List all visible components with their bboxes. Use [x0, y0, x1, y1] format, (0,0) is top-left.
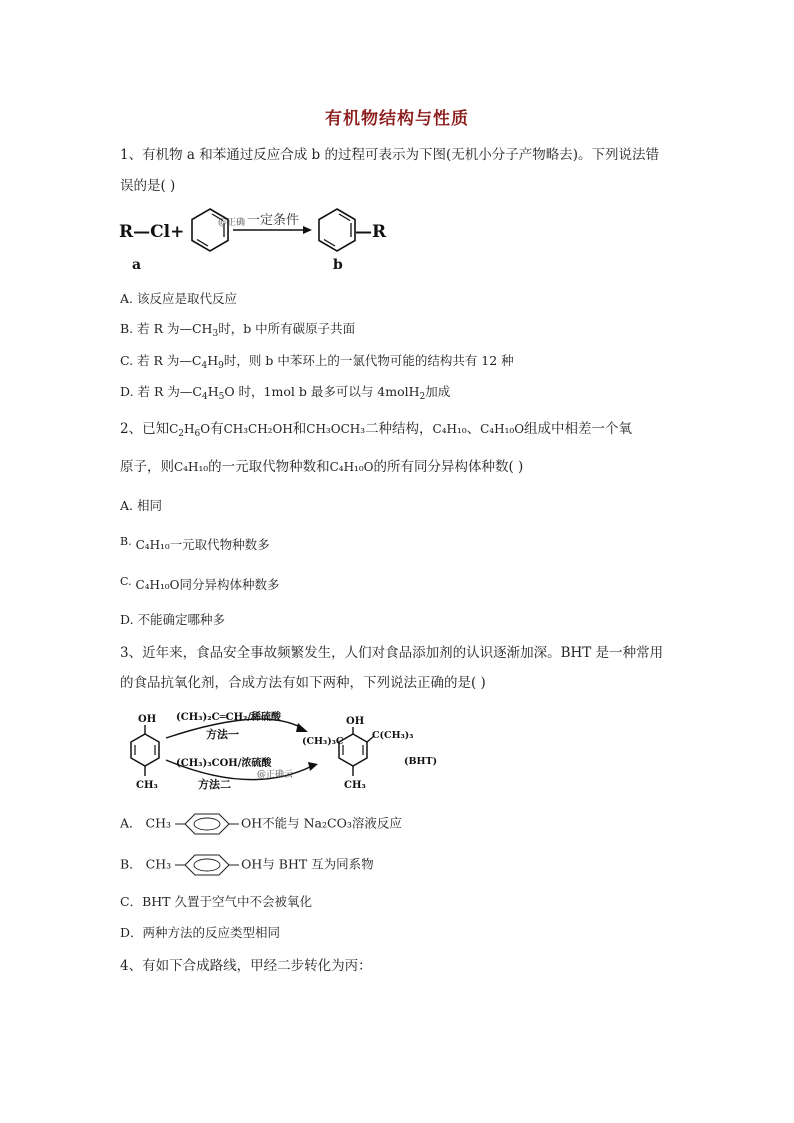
benzene-ring-icon: [192, 209, 228, 251]
formula-c2h6o: $C_2H_6O$: [169, 422, 211, 439]
q1-condition: 一定条件: [247, 213, 300, 228]
svg-text:C(CH₃)₃: C(CH₃)₃: [372, 730, 414, 741]
q3-option-c[interactable]: C．BHT 久置于空气中不会被氧化: [120, 894, 312, 909]
q2-option-c[interactable]: C. C₄H₁₀O同分异构体种数多: [120, 575, 280, 592]
svg-text:(BHT): (BHT): [404, 756, 438, 767]
q1-product-r: —R: [355, 222, 387, 242]
q1-reaction-figure: [115, 203, 415, 278]
svg-text:CH₃: CH₃: [344, 780, 366, 791]
svg-text:方法一: 方法一: [206, 728, 239, 741]
q1-reactant-label: R—Cl+: [119, 222, 185, 242]
q3-stem-line1: 3、近年来，食品安全事故频繁发生，人们对食品添加剂的认识逐渐加深。BHT 是一种常用: [120, 645, 664, 661]
q1-stem-line2: 误的是( ): [120, 178, 176, 194]
svg-text:(CH₃)₃COH/浓硫酸: (CH₃)₃COH/浓硫酸: [176, 758, 272, 769]
q3-option-d[interactable]: D．两种方法的反应类型相同: [120, 925, 281, 940]
q1-option-a[interactable]: A. 该反应是取代反应: [120, 291, 237, 306]
benzene-ring-icon: [339, 734, 367, 766]
arrow-head-icon: [296, 723, 308, 732]
q2-option-b[interactable]: B. C₄H₁₀一元取代物种数多: [120, 535, 270, 552]
q3-bht-synthesis-figure: [122, 704, 442, 800]
q2-option-d[interactable]: D. 不能确定哪种多: [120, 612, 226, 627]
svg-text:OH: OH: [346, 716, 365, 727]
q3-option-b[interactable]: B． CH₃ OH与 BHT 互为同系物: [120, 853, 374, 877]
svg-text:方法二: 方法二: [198, 778, 231, 791]
q2-option-a[interactable]: A. 相同: [120, 498, 162, 513]
q1-watermark: @正确: [218, 218, 246, 228]
q1-label-a: a: [132, 257, 142, 273]
page-title: 有机物结构与性质: [325, 109, 469, 129]
benzene-ring-icon: [131, 734, 159, 766]
q1-option-c[interactable]: C. 若 R 为$—C_4H_9$时，则 b 中苯环上的一氯代物可能的结构共有 12 种: [120, 353, 514, 371]
q1-label-b: b: [333, 257, 343, 273]
q3-stem-line2: 的食品抗氧化剂，合成方法有如下两种，下列说法正确的是( ): [120, 675, 486, 691]
p-cresol-structure-icon: [175, 812, 241, 836]
q3-option-a[interactable]: A． CH₃ OH不能与 Na₂CO₃溶液反应: [120, 812, 402, 836]
svg-text:@正确云: @正确云: [257, 770, 294, 780]
svg-text:OH: OH: [138, 714, 157, 725]
arrow-head-icon: [308, 762, 318, 771]
q1-option-b[interactable]: B. 若 R 为$—CH_3$时，b 中所有碳原子共面: [120, 321, 356, 339]
p-cresol-structure-icon: [175, 853, 241, 877]
q4-stem-line1: 4、有如下合成路线，甲经二步转化为丙：: [120, 958, 372, 974]
q1-stem-line1: 1、有机物 a 和苯通过反应合成 b 的过程可表示为下图(无机小分子产物略去)。下列说法错: [120, 147, 659, 163]
arrow-head-icon: [303, 226, 312, 234]
q2-stem-line1: 2、已知$C_2H_6O$有CH₃CH₂OH和CH₃OCH₃二种结构，C₄H₁₀、C₄H₁₀O组成中相差一个氧: [120, 421, 633, 439]
benzene-ring-icon: [319, 209, 355, 251]
svg-text:(CH₃)₃C: (CH₃)₃C: [302, 736, 344, 747]
q1-option-d[interactable]: D. 若 R 为$—C_4H_5O$ 时，1mol b 最多可以与 4molH$_2$加成: [120, 384, 451, 402]
svg-text:(CH₃)₂C═CH₂/稀硫酸: (CH₃)₂C═CH₂/稀硫酸: [176, 712, 282, 723]
svg-text:CH₃: CH₃: [136, 780, 158, 791]
q2-stem-line2: 原子，则C₄H₁₀的一元取代物种数和C₄H₁₀O的所有同分异构体种数( ): [120, 459, 524, 475]
